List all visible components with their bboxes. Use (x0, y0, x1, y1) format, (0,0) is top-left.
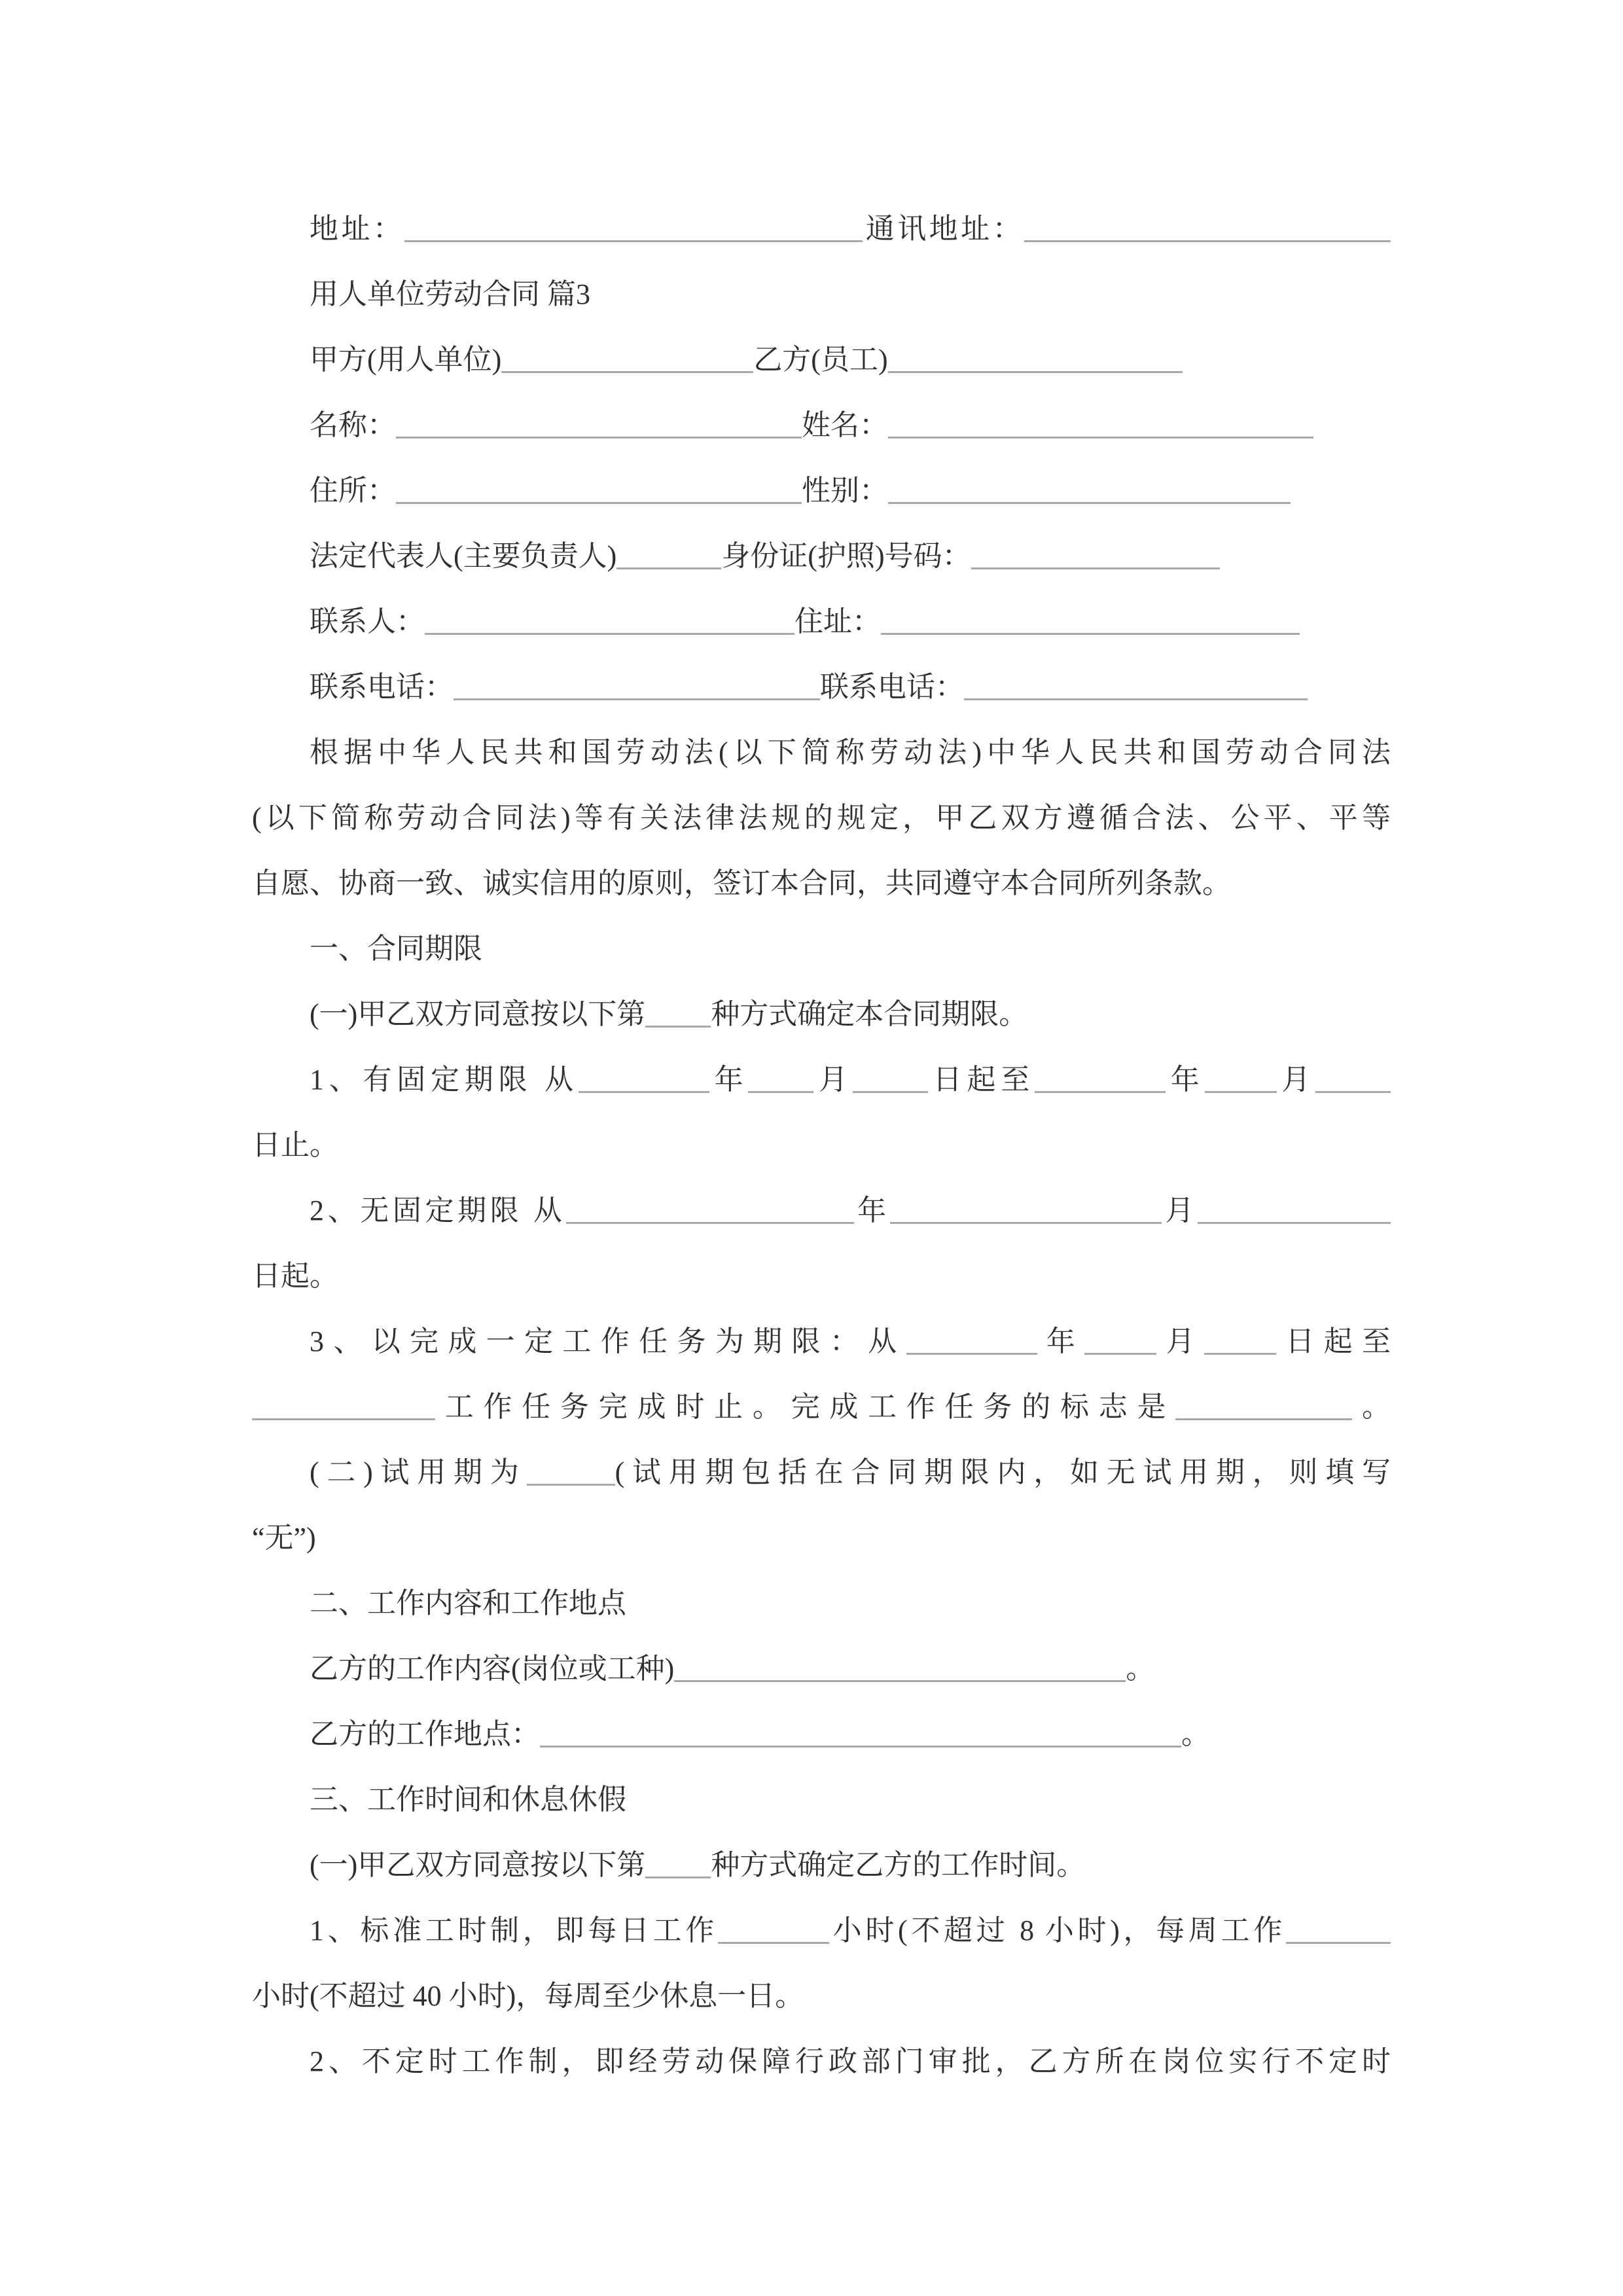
text-run: 根据中华人民共和国劳动法(以下简称劳动法)中华人民共和国劳动合同法 (310, 736, 1391, 768)
text-run: 自愿、协商一致、诚实信用的原则，签订本合同，共同遵守本合同所列条款。 (252, 867, 1231, 899)
text-run: 地址： (310, 213, 405, 245)
text-run: 工作任务完成时止。完成工作任务的标志是 (435, 1391, 1176, 1423)
text-run: 。 (1181, 1718, 1210, 1750)
blank-field (566, 1219, 854, 1224)
blank-field (1024, 237, 1391, 242)
line-task-term-2 (252, 1374, 1391, 1440)
line-legalrep-id-row (252, 524, 1391, 589)
line-term-method (252, 982, 1391, 1047)
text-run: 乙方的工作内容(岗位或工种) (310, 1653, 675, 1685)
blank-field (1035, 1088, 1166, 1093)
line-residence-gender-row (252, 458, 1391, 524)
text-run: 年 (1165, 1064, 1205, 1096)
text-run: 2、不定时工作制，即经劳动保障行政部门审批，乙方所在岗位实行不定时 (310, 2045, 1391, 2077)
text-run: 月 (1161, 1194, 1198, 1227)
line-preamble-2 (252, 785, 1391, 851)
text-run: 乙方(员工) (753, 344, 888, 376)
text-run: (一)甲乙双方同意按以下第 (310, 1849, 646, 1881)
text-run: 小时(不超过 8 小时)，每周工作 (829, 1914, 1286, 1946)
blank-field (579, 1088, 709, 1093)
blank-field (890, 1219, 1162, 1224)
blank-field (396, 433, 802, 439)
text-run: 用人单位劳动合同 篇3 (310, 278, 590, 310)
text-run: 月 (1276, 1064, 1316, 1096)
blank-field (252, 1415, 435, 1420)
blank-field (1204, 1350, 1276, 1355)
blank-field (964, 695, 1308, 700)
text-run: 小时(不超过 40 小时)，每周至少休息一日。 (252, 1980, 804, 2012)
blank-field (1084, 1350, 1156, 1355)
line-probation-1 (252, 1440, 1391, 1505)
text-run: 1、标准工时制，即每日工作 (310, 1914, 718, 1946)
text-run: 种方式确定本合同期限。 (711, 998, 1028, 1030)
line-contact-address-row (252, 589, 1391, 655)
line-probation-2 (252, 1505, 1391, 1571)
blank-field (1315, 1088, 1391, 1093)
line-article-2-title (252, 1571, 1391, 1636)
blank-field (1198, 1219, 1391, 1224)
text-run: 联系人： (310, 605, 425, 637)
text-run: 姓名： (802, 409, 888, 441)
text-run: 。 (1126, 1653, 1155, 1685)
line-preamble-3 (252, 851, 1391, 916)
text-run: 身份证(护照)号码： (721, 540, 971, 572)
text-run: 住址： (794, 605, 881, 637)
text-run: 日起。 (252, 1260, 338, 1292)
blank-field (748, 1088, 813, 1093)
blank-field (971, 564, 1220, 569)
line-fixed-term-2 (252, 1113, 1391, 1178)
line-address-contact (252, 196, 1391, 262)
blank-field (454, 695, 820, 700)
line-worktime-method (252, 1833, 1391, 1898)
blank-field (1286, 1939, 1391, 1944)
text-run: “无”) (252, 1522, 316, 1554)
line-open-term-2 (252, 1244, 1391, 1309)
blank-field (645, 1873, 711, 1878)
blank-field (425, 630, 794, 635)
blank-field (1205, 1088, 1277, 1093)
text-run: 日起至 (1275, 1325, 1391, 1357)
blank-field (527, 1480, 615, 1486)
line-standard-hours-1 (252, 1898, 1391, 1964)
blank-field (674, 1677, 1126, 1682)
blank-field (853, 1088, 928, 1093)
line-preamble-1 (252, 720, 1391, 785)
line-name-row (252, 393, 1391, 458)
text-run: 一、合同期限 (310, 933, 482, 965)
blank-field (881, 630, 1300, 635)
line-phone-row (252, 655, 1391, 720)
text-run: 二、工作内容和工作地点 (310, 1587, 626, 1619)
text-run: 日止。 (252, 1129, 338, 1161)
blank-field (501, 368, 753, 373)
text-run: 性别： (802, 475, 888, 507)
text-run: 1、有固定期限 从 (310, 1064, 579, 1096)
text-run: 联系电话： (310, 671, 454, 703)
blank-field (540, 1742, 1181, 1748)
document-body (252, 196, 1391, 2094)
line-job-content (252, 1636, 1391, 1702)
text-run: 3、以完成一定工作任务为期限：从 (310, 1325, 906, 1357)
blank-field (404, 237, 863, 242)
text-run: 三、工作时间和休息休假 (310, 1784, 626, 1816)
text-run: 乙方的工作地点： (310, 1718, 540, 1750)
text-run: 。 (1352, 1391, 1391, 1423)
blank-field (888, 368, 1183, 373)
blank-field (1175, 1415, 1352, 1420)
line-article-3-title (252, 1767, 1391, 1833)
blank-field (396, 499, 802, 504)
text-run: 住所： (310, 475, 396, 507)
text-run: 2、无固定期限 从 (310, 1194, 566, 1227)
line-task-term-1 (252, 1309, 1391, 1374)
line-flexible-hours (252, 2029, 1391, 2094)
line-work-location (252, 1702, 1391, 1767)
text-run: (以下简称劳动合同法)等有关法律法规的规定，甲乙双方遵循合法、公平、平等 (252, 802, 1391, 834)
blank-field (888, 499, 1291, 504)
line-fixed-term-1 (252, 1047, 1391, 1113)
line-party-headers (252, 327, 1391, 393)
blank-field (718, 1939, 829, 1944)
text-run: 法定代表人(主要负责人) (310, 540, 617, 572)
text-run: (二)试用期为 (310, 1456, 527, 1488)
text-run: (试用期包括在合同期限内，如无试用期，则填写 (615, 1456, 1391, 1488)
text-run: 联系电话： (820, 671, 964, 703)
text-run: 年 (709, 1064, 749, 1096)
text-run: 日起至 (927, 1064, 1035, 1096)
blank-field (888, 433, 1313, 439)
line-open-term-1 (252, 1178, 1391, 1244)
text-run: 月 (1156, 1325, 1204, 1357)
blank-field (616, 564, 721, 569)
text-run: 名称： (310, 409, 396, 441)
blank-field (645, 1022, 711, 1028)
line-article-1-title (252, 916, 1391, 982)
text-run: 甲方(用人单位) (310, 344, 502, 376)
text-run: 种方式确定乙方的工作时间。 (711, 1849, 1086, 1881)
text-run: 月 (813, 1064, 853, 1096)
text-run: (一)甲乙双方同意按以下第 (310, 998, 646, 1030)
line-doc-title (252, 262, 1391, 327)
line-standard-hours-2 (252, 1964, 1391, 2029)
text-run: 年 (1037, 1325, 1085, 1357)
blank-field (906, 1350, 1037, 1355)
text-run: 年 (853, 1194, 890, 1227)
text-run: 通讯地址： (863, 213, 1025, 245)
